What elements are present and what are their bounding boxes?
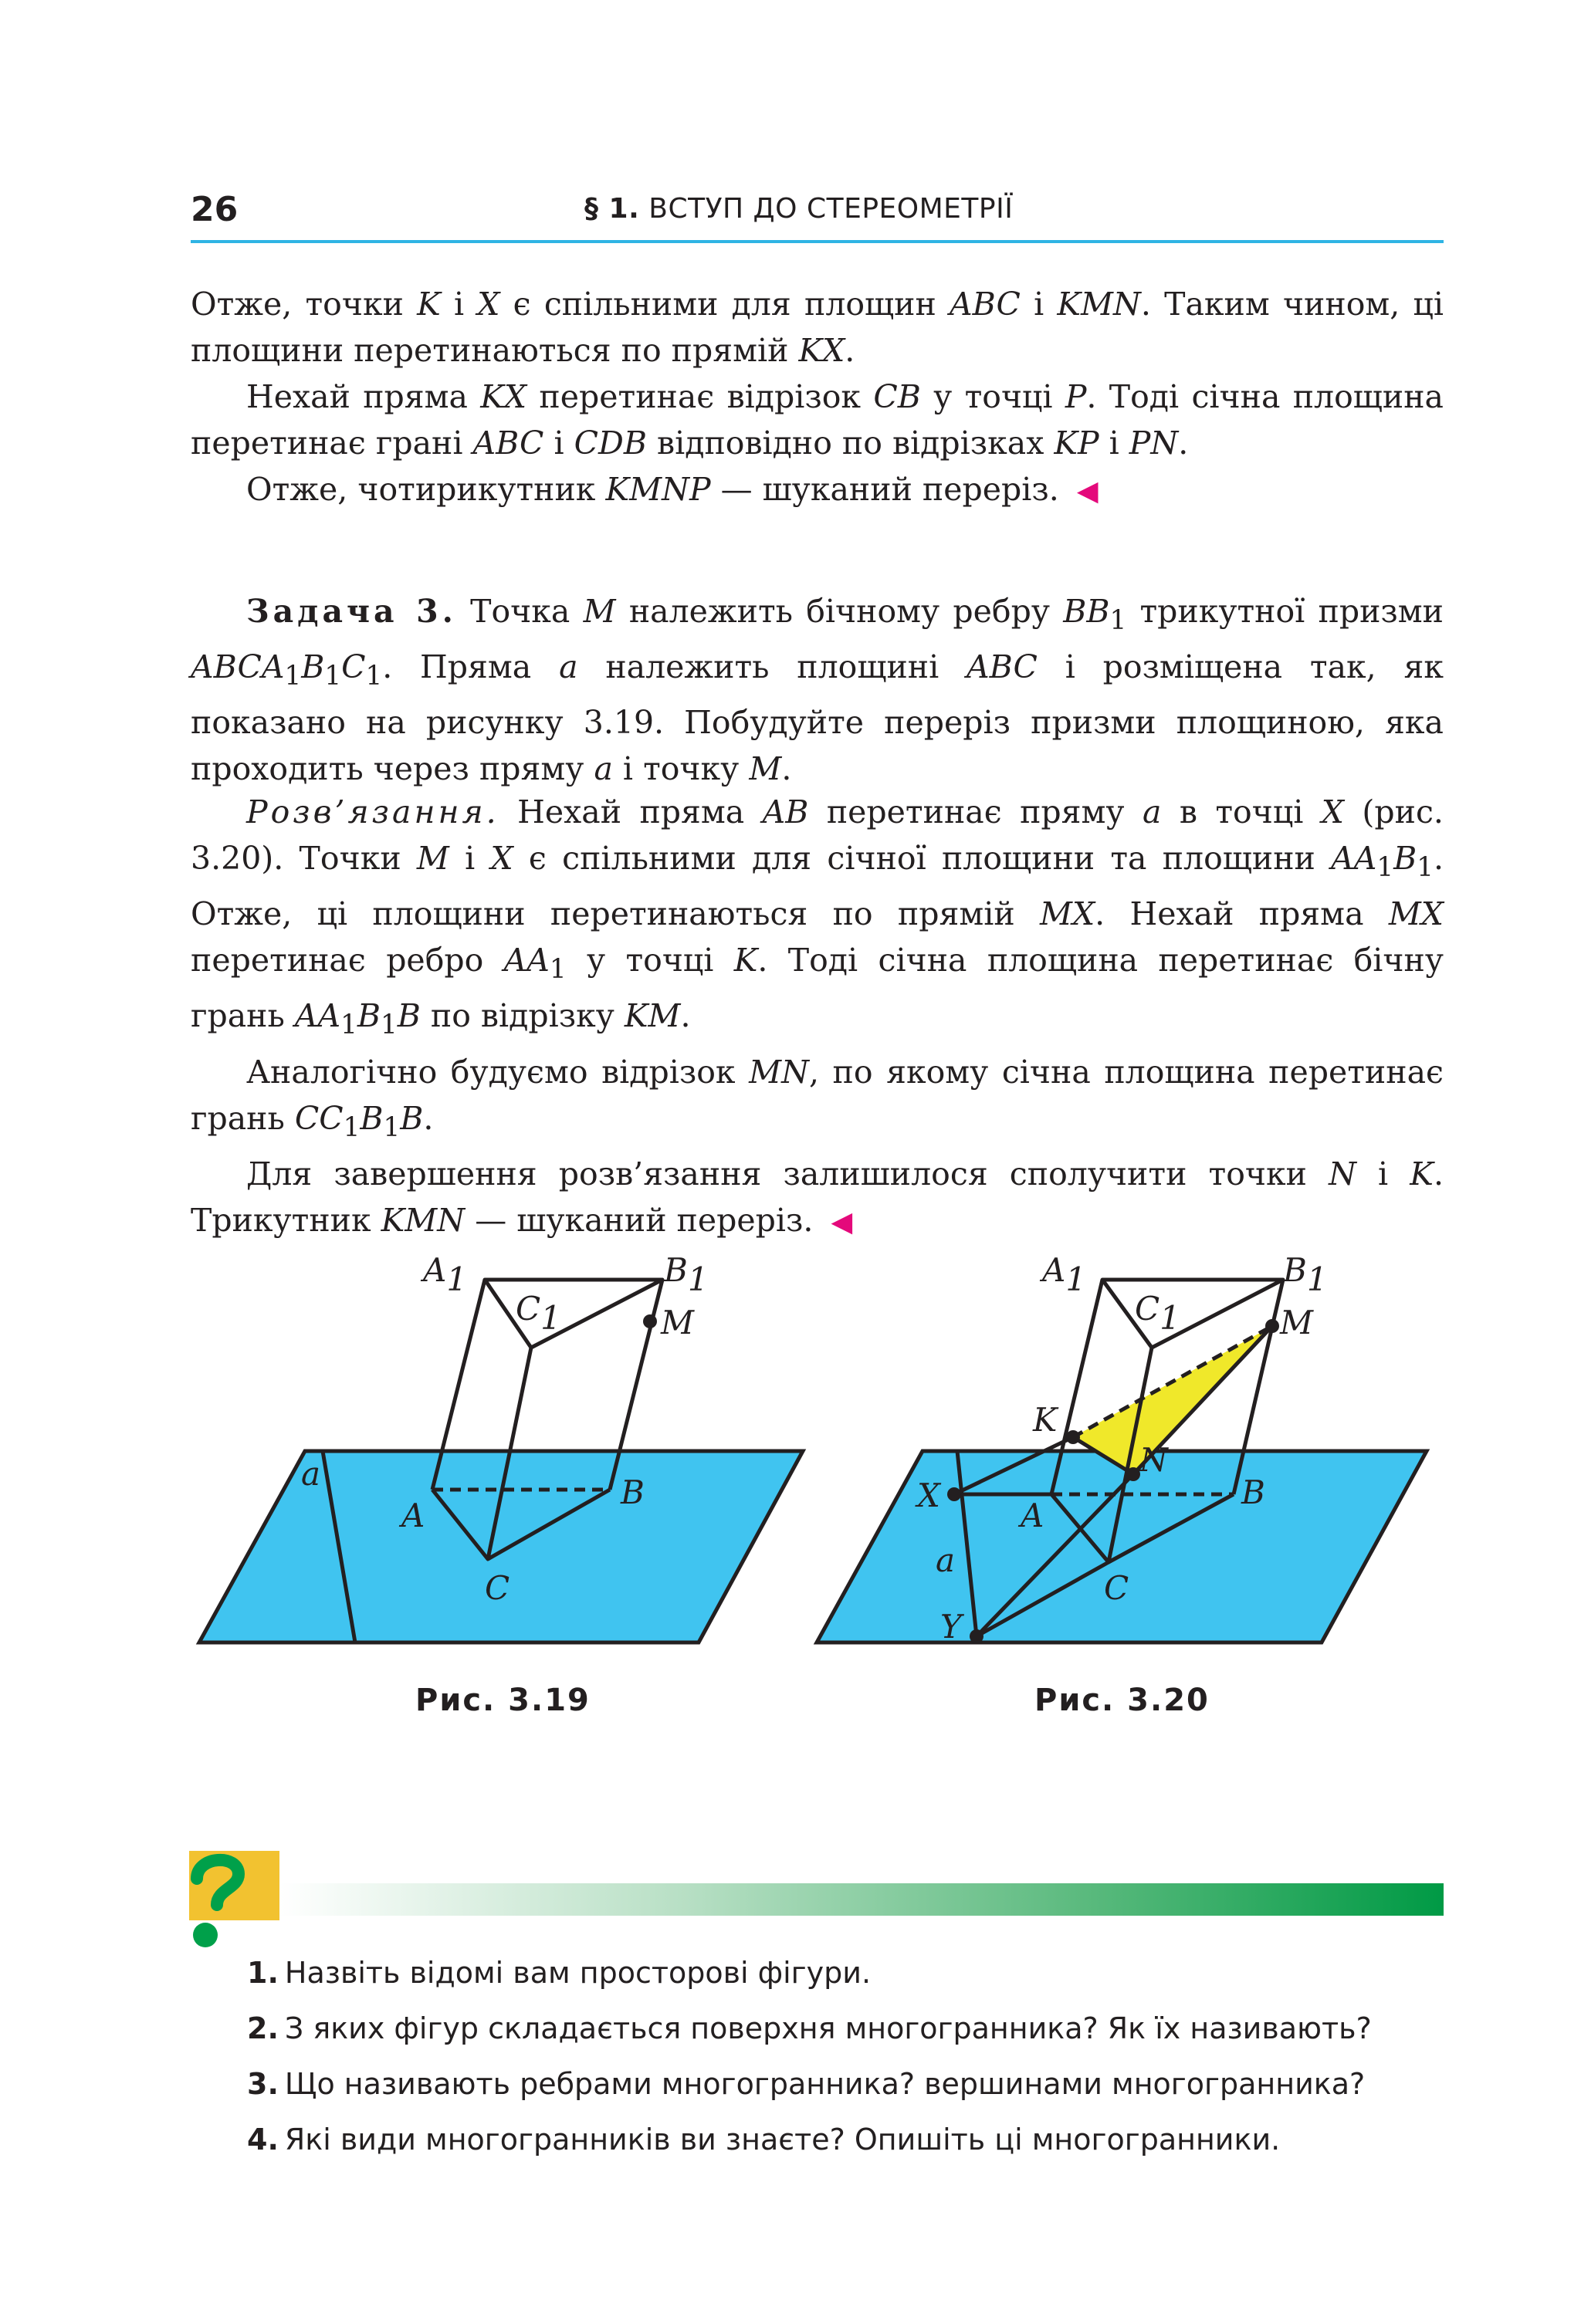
point-k	[1066, 1430, 1080, 1444]
point-n	[1126, 1467, 1140, 1481]
question-mark-icon	[189, 1851, 279, 1920]
solution-label: Розв’язання.	[246, 793, 499, 830]
label-n: N	[1139, 1441, 1168, 1479]
label-x: X	[917, 1477, 940, 1514]
figure-3-19	[193, 1235, 811, 1652]
question-item	[247, 1945, 1372, 2001]
question-text: Назвіть відомі вам просторові фігури.	[284, 1956, 872, 1990]
header-rule	[191, 240, 1444, 243]
label-c: C	[1104, 1569, 1129, 1607]
question-text: З яких фігур складається поверхня многогранника? Як їх називають?	[284, 2011, 1372, 2045]
running-title	[584, 193, 1013, 225]
label-line-a: a	[936, 1541, 956, 1579]
question-number: 2.	[247, 2011, 279, 2045]
paragraph-3: Отже, чотирикутник KMNP — шуканий переріз. ◀	[246, 471, 1099, 508]
label-a: A	[401, 1497, 425, 1534]
label-k: K	[1033, 1401, 1058, 1439]
question-number: 4.	[247, 2123, 279, 2157]
task-label: Задача 3.	[246, 593, 457, 630]
figure-3-20	[811, 1235, 1444, 1652]
label-b: B	[621, 1473, 645, 1511]
label-b1: B1	[664, 1251, 709, 1298]
question-item	[247, 2001, 1372, 2056]
label-a1: A1	[423, 1251, 468, 1298]
label-c1: C1	[1135, 1290, 1180, 1337]
question-number: 3.	[247, 2067, 279, 2101]
section-number: § 1.	[584, 193, 640, 225]
review-questions	[247, 1945, 1372, 2167]
task-3	[191, 588, 1444, 792]
label-a: A	[1021, 1497, 1044, 1534]
question-dot-icon	[193, 1923, 218, 1947]
paragraph-5: Для завершення розв’язання залишилося сполучити точки N і K. Трикутник KMN — шуканий переріз. ◀	[191, 1155, 1444, 1239]
questions-gradient-bar	[279, 1883, 1444, 1916]
point-x	[947, 1487, 961, 1501]
label-c1: C1	[516, 1290, 561, 1337]
page-number: 26	[191, 190, 239, 229]
point-m	[643, 1314, 657, 1328]
question-text: Які види многогранників ви знаєте? Опишіть ці многогранники.	[284, 2123, 1281, 2157]
page-header	[191, 179, 1444, 241]
solution	[191, 789, 1444, 1246]
section-title: ВСТУП ДО СТЕРЕОМЕТРІЇ	[648, 193, 1014, 225]
paragraph-2: Нехай пряма KX перетинає відрізок CB у точці P. Тоді січна площина перетинає грані ABC і CDB відповідно по відрізках KP і PN.	[191, 378, 1444, 462]
task-paragraph: Задача 3. Точка M належить бічному ребру $BB_1$ трикутної призми $ABCA_1B_1C_1$. Пряма a належить площині ABC і розміщена так, як показано на рисунку 3.19. Побудуйте переріз призми площиною, яка проходить через пряму a і точку M.	[191, 593, 1444, 788]
end-of-proof-marker: ◀	[831, 1206, 853, 1238]
label-y: Y	[940, 1608, 962, 1646]
plane-abc	[199, 1451, 803, 1642]
plane-abc	[817, 1451, 1427, 1642]
label-b: B	[1241, 1473, 1265, 1511]
figure-caption-3-20: Рис. 3.20	[1034, 1683, 1210, 1718]
end-of-proof-marker: ◀	[1076, 475, 1099, 507]
label-c: C	[485, 1569, 510, 1607]
paragraph-1: Отже, точки K і X є спільними для площин ABC і KMN. Таким чином, ці площини перетинаються по прямій KX.	[191, 286, 1444, 369]
body-text	[191, 281, 1444, 515]
point-m	[1265, 1319, 1279, 1333]
question-mark-glyph	[189, 1851, 279, 1920]
label-a1: A1	[1042, 1251, 1087, 1298]
label-m: M	[1280, 1304, 1314, 1341]
top-face	[485, 1280, 662, 1348]
paragraph-4: Аналогічно будуємо відрізок MN, по якому січна площина перетинає грань $CC_1B_1B$.	[191, 1053, 1444, 1143]
question-item	[247, 2112, 1372, 2167]
question-number: 1.	[247, 1956, 279, 1990]
solution-paragraph: Розв’язання. Нехай пряма AB перетинає пряму a в точці X (рис. 3.20). Точки M і X є спільними для січної площини та площини $AA_1B_1$. Отже, ці площини перетинаються по прямій MX. Нехай пряма MX перетинає ребро $AA_1$ у точці K. Тоді січна площина перетинає бічну грань $AA_1B_1B$ по відрізку KM.	[191, 793, 1444, 1041]
question-item	[247, 2056, 1372, 2112]
question-text: Що називають ребрами многогранника? вершинами многогранника?	[284, 2067, 1366, 2101]
figure-caption-3-19: Рис. 3.19	[415, 1683, 591, 1718]
label-m: M	[661, 1304, 695, 1341]
point-y	[970, 1629, 983, 1643]
label-line-a: a	[301, 1455, 321, 1493]
label-b1: B1	[1283, 1251, 1328, 1298]
